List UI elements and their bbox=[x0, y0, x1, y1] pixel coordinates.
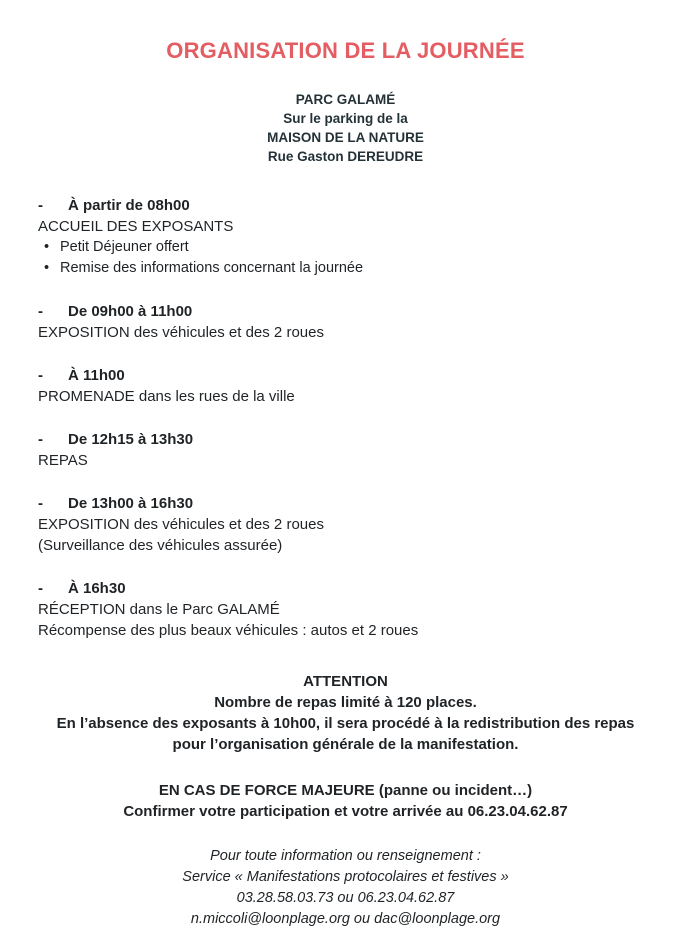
schedule-line: (Surveillance des véhicules assurée) bbox=[38, 537, 283, 554]
dash-marker: - bbox=[38, 580, 43, 597]
attention-notice bbox=[0, 671, 691, 755]
schedule-time bbox=[38, 301, 658, 322]
schedule-line: EXPOSITION des véhicules et des 2 roues bbox=[38, 324, 324, 341]
bullet-item: • Remise des informations concernant la journée bbox=[38, 258, 658, 279]
schedule-line: EXPOSITION des véhicules et des 2 roues bbox=[38, 516, 324, 533]
attention-heading: ATTENTION bbox=[303, 673, 388, 690]
dash-marker: - bbox=[38, 367, 43, 384]
schedule-time bbox=[38, 429, 658, 450]
location-block bbox=[0, 90, 691, 166]
schedule-time bbox=[38, 578, 658, 599]
bullet-item: • Petit Déjeuner offert bbox=[38, 237, 658, 258]
time-label: De 09h00 à 11h00 bbox=[68, 303, 193, 320]
attention-line: pour l’organisation générale de la manifestation. bbox=[172, 736, 519, 753]
time-label: À partir de 08h00 bbox=[68, 197, 190, 214]
dash-marker: - bbox=[38, 197, 43, 214]
schedule-item bbox=[38, 365, 658, 407]
location-parking: Sur le parking de la bbox=[283, 111, 408, 126]
schedule-time bbox=[38, 493, 658, 514]
attention-line: En l’absence des exposants à 10h00, il sera procédé à la redistribution des repas bbox=[56, 715, 635, 732]
location-street: Rue Gaston DEREUDRE bbox=[267, 149, 424, 164]
schedule-item bbox=[38, 195, 658, 279]
time-label: À 11h00 bbox=[68, 367, 125, 384]
attention-line: Nombre de repas limité à 120 places. bbox=[214, 694, 477, 711]
contact-info bbox=[0, 846, 691, 930]
bullet-list bbox=[38, 237, 658, 279]
dash-marker: - bbox=[38, 431, 43, 448]
schedule-line: Récompense des plus beaux véhicules : autos et 2 roues bbox=[38, 622, 419, 639]
contact-phones: 03.28.58.03.73 ou 06.23.04.62.87 bbox=[236, 890, 455, 906]
schedule-item bbox=[38, 301, 658, 343]
time-label: À 16h30 bbox=[68, 580, 126, 597]
schedule-time bbox=[38, 365, 658, 386]
schedule-line: REPAS bbox=[38, 452, 88, 469]
schedule-item bbox=[38, 578, 658, 641]
page-title: ORGANISATION DE LA JOURNÉE bbox=[166, 38, 525, 63]
force-majeure-notice bbox=[0, 780, 691, 822]
location-park: PARC GALAMÉ bbox=[295, 92, 396, 107]
schedule bbox=[38, 195, 658, 663]
location-house: MAISON DE LA NATURE bbox=[267, 130, 424, 145]
time-label: De 12h15 à 13h30 bbox=[68, 431, 194, 448]
schedule-item bbox=[38, 429, 658, 471]
force-majeure-heading: EN CAS DE FORCE MAJEURE (panne ou incident…) bbox=[158, 782, 533, 799]
contact-service: Service « Manifestations protocolaires et festives » bbox=[182, 869, 509, 885]
contact-intro: Pour toute information ou renseignement : bbox=[210, 848, 481, 864]
schedule-time bbox=[38, 195, 658, 216]
force-majeure-line: Confirmer votre participation et votre arrivée au 06.23.04.62.87 bbox=[123, 803, 568, 820]
schedule-line: PROMENADE dans les rues de la ville bbox=[38, 388, 295, 405]
schedule-item bbox=[38, 493, 658, 556]
dash-marker: - bbox=[38, 495, 43, 512]
time-label: De 13h00 à 16h30 bbox=[68, 495, 194, 512]
schedule-line: ACCUEIL DES EXPOSANTS bbox=[38, 218, 234, 235]
contact-emails: n.miccoli@loonplage.org ou dac@loonplage.org bbox=[190, 911, 501, 927]
dash-marker: - bbox=[38, 303, 43, 320]
schedule-line: RÉCEPTION dans le Parc GALAMÉ bbox=[38, 601, 280, 618]
